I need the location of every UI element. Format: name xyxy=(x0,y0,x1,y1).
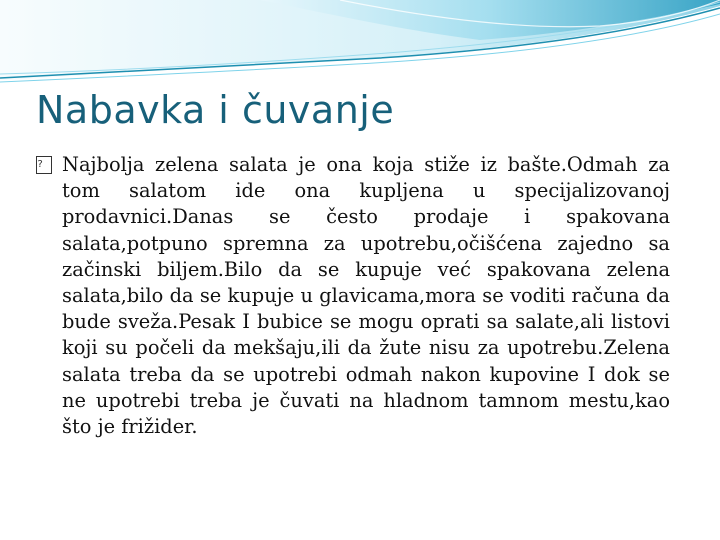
missing-glyph-bullet-icon: ? xyxy=(36,156,52,174)
slide-title: Nabavka i čuvanje xyxy=(36,88,395,132)
paragraph-text: Najbolja zelena salata je ona koja stiže iz bašte.Odmah za tom salatom ide ona kupljena u specijalizovanoj prodavnici.Danas se često prodaje i spakovana salata,potpuno spremna za upotrebu,očišćena zajedno sa začinski biljem.Bilo da se kupuje već spakovana zelena salata,bilo da se kupuje u glavicama,mora se voditi računa da bude sveža.Pesak I bubice se mogu oprati sa salate,ali listovi koji su počeli da mekšaju,ili da žute nisu za upotrebu.Zelena salata treba da se upotrebi odmah nakon kupovine I dok se ne upotrebi treba je čuvati na hladnom tamnom mestu,kao što je frižider. xyxy=(62,153,670,439)
decorative-wave xyxy=(0,0,720,90)
bullet-paragraph xyxy=(36,152,670,440)
content-area xyxy=(36,152,670,440)
